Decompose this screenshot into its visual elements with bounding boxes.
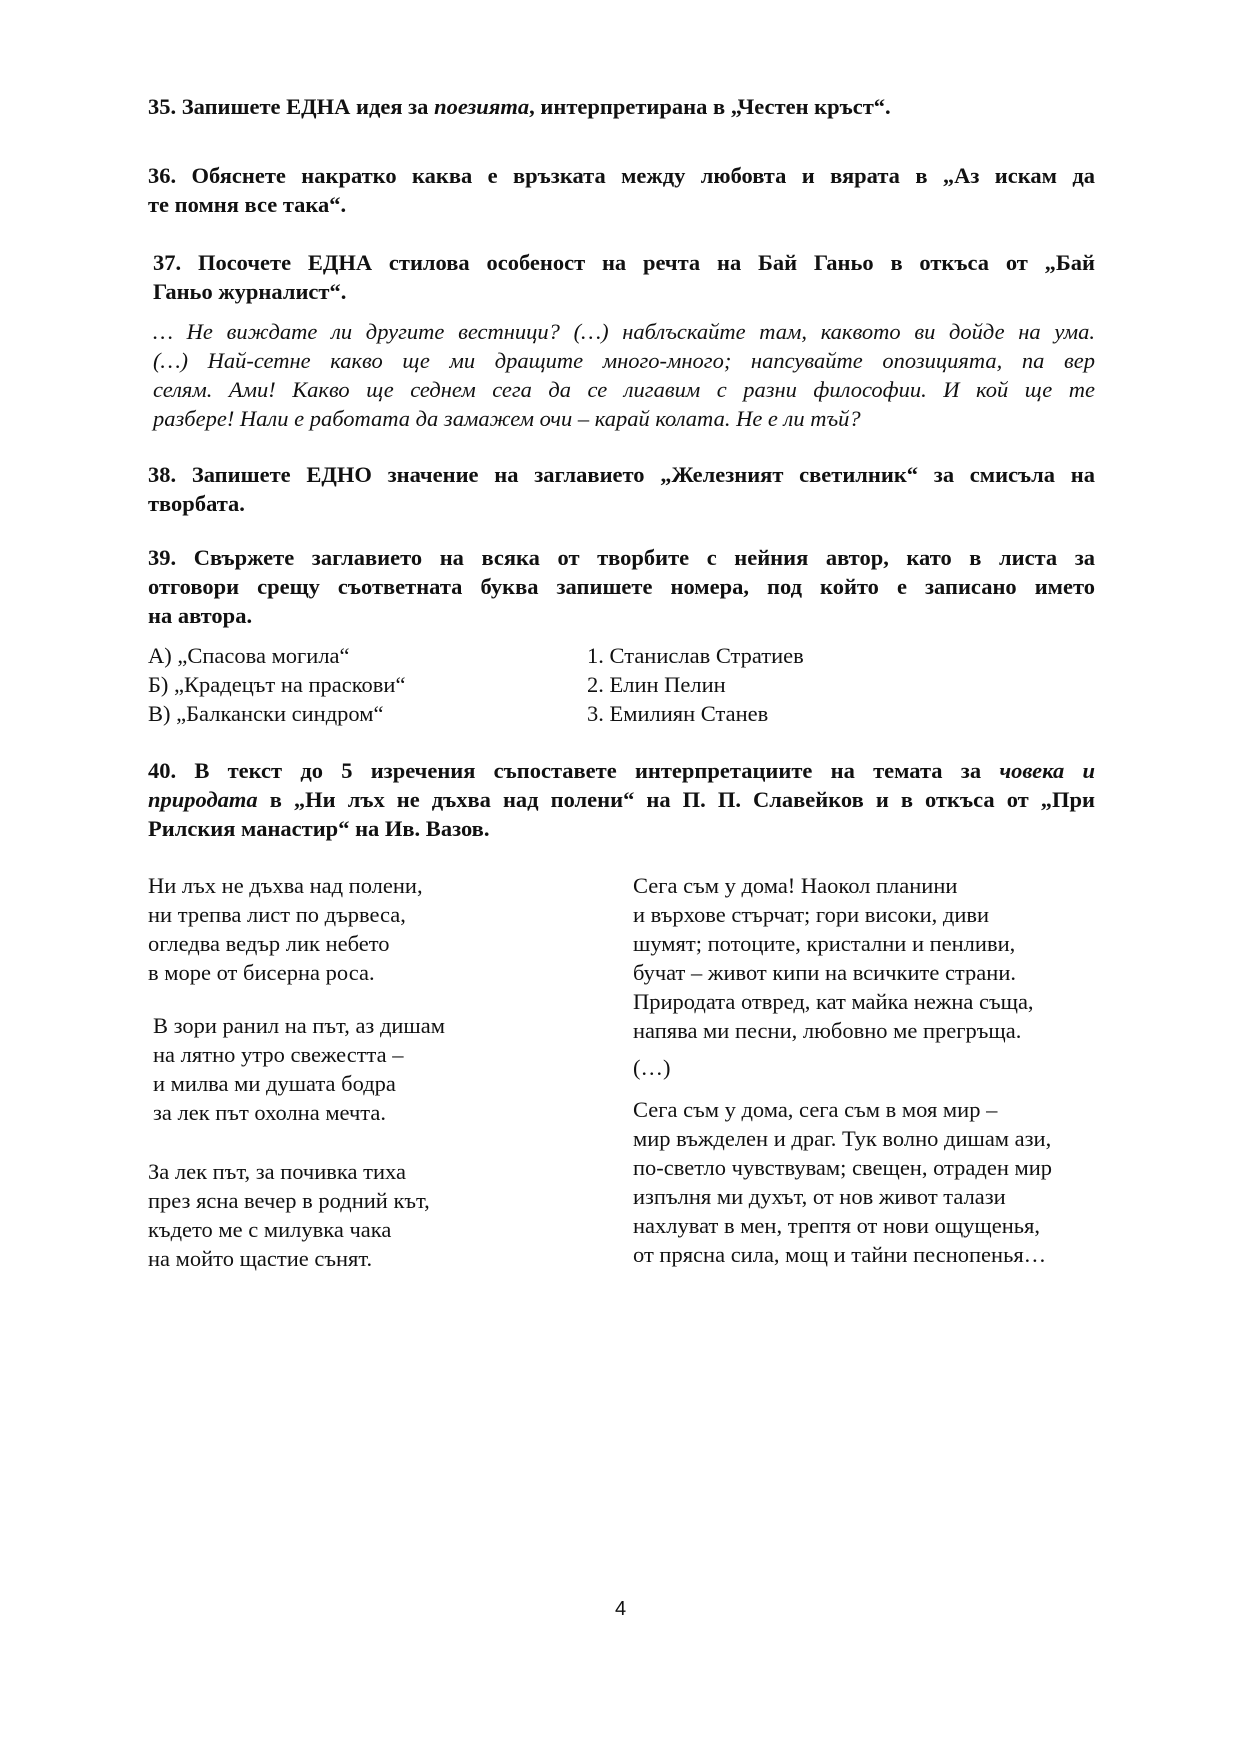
question-39-line-3: на автора. bbox=[148, 603, 253, 628]
question-38-line-1: 38. Запишете ЕДНО значение на заглавието „Железният светилник“ за смисъла на bbox=[148, 462, 1095, 487]
excerpt-line-1: … Не виждате ли другите вестници? (…) наблъскайте там, каквото ви дойде на ума. bbox=[153, 319, 1095, 344]
question-40-line-1 bbox=[148, 756, 1095, 785]
works-list bbox=[148, 641, 405, 728]
poem-line: шумят; потоците, кристални и пенливи, bbox=[633, 931, 1016, 956]
question-35-text: Запишете ЕДНА идея за bbox=[181, 94, 435, 119]
poem-line: В зори ранил на път, аз дишам bbox=[153, 1013, 445, 1038]
question-40-line-2-emphasis: природата bbox=[148, 787, 258, 812]
poem-line: напява ми песни, любовно ме прегръща. bbox=[633, 1018, 1022, 1043]
poem-line: и милва ми душата бодра bbox=[153, 1071, 396, 1096]
poem-line: на лятно утро свежестта – bbox=[153, 1042, 404, 1067]
vazov-stanza-1 bbox=[633, 871, 1034, 1045]
question-37-line-2: Ганьо журналист“. bbox=[153, 279, 347, 304]
question-35-text-end: , интерпретирана в „Честен кръст“. bbox=[529, 94, 891, 119]
question-35-number: 35. bbox=[148, 94, 177, 119]
poem-line: от прясна сила, мощ и тайни песнопенья… bbox=[633, 1242, 1047, 1267]
poem-line: и върхове стърчат; гори високи, диви bbox=[633, 902, 990, 927]
author-3: 3. Емилиян Станев bbox=[587, 701, 769, 726]
slaveykov-stanza-3 bbox=[148, 1157, 430, 1273]
poem-line: ни трепва лист по дървеса, bbox=[148, 902, 406, 927]
question-37-line-1: 37. Посочете ЕДНА стилова особеност на речта на Бай Ганьо в откъса от „Бай bbox=[153, 250, 1095, 275]
poem-line: изпълня ми духът, от нов живот талази bbox=[633, 1184, 1006, 1209]
question-40-line-1-emphasis: човека и bbox=[999, 758, 1095, 783]
authors-list bbox=[587, 641, 804, 728]
excerpt-line-4: разбере! Нали е работата да замажем очи – карай колата. Не е ли тъй? bbox=[153, 406, 861, 431]
poem-line: през ясна вечер в родний кът, bbox=[148, 1188, 430, 1213]
question-36-line-1: 36. Обяснете накратко каква е връзката между любовта и вярата в „Аз искам да bbox=[148, 163, 1095, 188]
vazov-ellipsis: (…) bbox=[633, 1055, 671, 1080]
question-35-emphasis: поезията bbox=[434, 94, 530, 119]
author-2: 2. Елин Пелин bbox=[587, 672, 726, 697]
question-40-line-1-text: 40. В текст до 5 изречения съпоставете интерпретациите на темата за bbox=[148, 758, 1000, 783]
question-36 bbox=[148, 161, 1095, 219]
question-37 bbox=[153, 248, 1095, 306]
question-36-line-2: те помня все така“. bbox=[148, 192, 347, 217]
question-40-line-3: Рилския манастир“ на Ив. Вазов. bbox=[148, 816, 490, 841]
poem-line: За лек път, за почивка тиха bbox=[148, 1159, 406, 1184]
vazov-stanza-2 bbox=[633, 1095, 1052, 1269]
work-c: В) „Балкански синдром“ bbox=[148, 701, 384, 726]
question-35 bbox=[148, 92, 1098, 121]
question-39 bbox=[148, 543, 1095, 630]
poem-line: по-светло чувствувам; свещен, отраден мир bbox=[633, 1155, 1053, 1180]
poem-line: нахлуват в мен, трептя от нови ощущенья, bbox=[633, 1213, 1041, 1238]
poem-line: Ни лъх не дъхва над полени, bbox=[148, 873, 423, 898]
slaveykov-stanza-2 bbox=[153, 1011, 445, 1127]
question-40-line-2-text: в „Ни лъх не дъхва над полени“ на П. П. Славейков и в откъса от „При bbox=[257, 787, 1095, 812]
poem-line: на мойто щастие сънят. bbox=[148, 1246, 373, 1271]
poem-line: Сега съм у дома! Наокол планини bbox=[633, 873, 958, 898]
work-b: Б) „Крадецът на праскови“ bbox=[148, 672, 406, 697]
poem-line: за лек път охолна мечта. bbox=[153, 1100, 387, 1125]
question-40-line-2 bbox=[148, 785, 1095, 814]
poem-line: в море от бисерна роса. bbox=[148, 960, 375, 985]
bai-ganyo-excerpt bbox=[153, 317, 1095, 433]
excerpt-line-2: (…) Най-сетне какво ще ми дращите много-много; напсувайте опозицията, па вер bbox=[153, 348, 1095, 373]
poem-line: Сега съм у дома, сега съм в моя мир – bbox=[633, 1097, 998, 1122]
poem-line: бучат – живот кипи на всичките страни. bbox=[633, 960, 1016, 985]
poem-line: където ме с милувка чака bbox=[148, 1217, 392, 1242]
poem-line: Природата отвред, кат майка нежна съща, bbox=[633, 989, 1034, 1014]
slaveykov-stanza-1 bbox=[148, 871, 423, 987]
question-38-line-2: творбата. bbox=[148, 491, 245, 516]
poem-line: огледва ведър лик небето bbox=[148, 931, 390, 956]
question-39-line-1: 39. Свържете заглавието на всяка от творбите с нейния автор, като в листа за bbox=[148, 545, 1095, 570]
page-number: 4 bbox=[614, 1598, 627, 1620]
question-38 bbox=[148, 460, 1095, 518]
excerpt-line-3: селям. Ами! Какво ще седнем сега да се лигавим с разни философии. И кой ще те bbox=[153, 377, 1095, 402]
work-a: А) „Спасова могила“ bbox=[148, 643, 350, 668]
question-40 bbox=[148, 756, 1095, 843]
poem-line: мир въжделен и драг. Тук волно дишам ази, bbox=[633, 1126, 1052, 1151]
author-1: 1. Станислав Стратиев bbox=[587, 643, 804, 668]
question-39-line-2: отговори срещу съответната буква запишете номера, под който е записано името bbox=[148, 574, 1095, 599]
